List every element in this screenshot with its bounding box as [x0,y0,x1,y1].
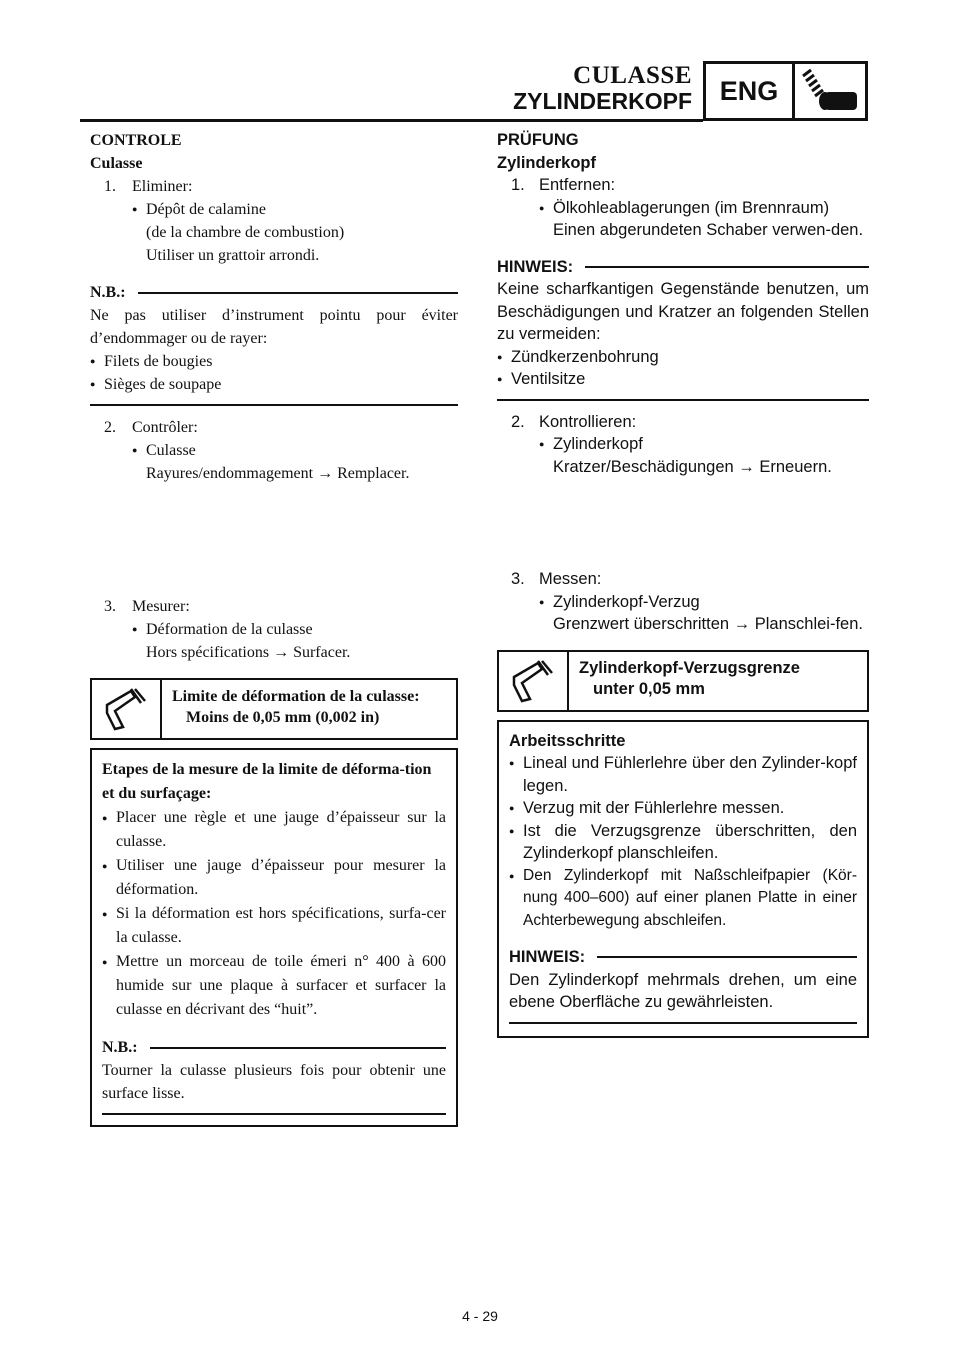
fr-note-1-title: N.B.: [90,284,126,301]
fr-step-3-bullet-text: ● Déformation de la culasse [146,621,313,638]
section-badge [703,61,868,121]
fr-step-1-num: 1. [104,178,116,195]
de-step-3-bullet-text: ● Zylinderkopf-Verzug [553,592,700,611]
fr-step-1 [90,175,458,198]
de-step-1-bullet [497,197,869,220]
de-proc-note [509,946,857,1024]
de-note-1-text: Keine scharfkantigen Gegenstände benutzen, um Beschädigungen und Kratzer an folgenden Stellen zu vermeiden: [497,280,869,343]
de-procedure-box [497,720,869,1038]
de-step-3-label: Messen: [539,570,602,588]
de-step-2-line2: Kratzer/Beschädigungen → Erneuern. [553,457,832,476]
fr-step-3-num: 3. [104,598,116,615]
page-number: 4 - 29 [462,1308,498,1324]
de-step-2-bullet-text: ● Zylinderkopf [553,435,643,453]
fr-spec-line2: Moins de 0,05 mm (0,002 in) [186,709,380,726]
de-spec-line1: Zylinderkopf-Verzugsgrenze [579,658,800,677]
de-spec-box [497,650,869,712]
de-heading: PRÜFUNG [497,131,579,149]
de-note-1 [497,256,869,401]
de-step-2-label: Kontrollieren: [539,412,637,431]
fr-proc-item: ● Placer une règle et une jauge d’épaisseur sur la culasse. [102,806,446,854]
caliper-icon [499,652,569,710]
fr-note-1-item: ● Sièges de soupape [90,373,458,396]
de-step-1-bullet-text: ● Ölkohleablagerungen (im Brennraum) [553,198,830,217]
de-step-3-line2: Grenzwert überschritten → Planschlei-fen. [553,615,863,633]
fr-step-2-line2: Rayures/endommagement → Remplacer. [146,465,410,482]
fr-note-1 [90,281,458,406]
header-title-fr: CULASSE [573,62,692,89]
caliper-icon [92,680,162,738]
de-note-1-item: ● Zündkerzenbohrung [497,346,869,369]
fr-step-1-label: Eliminer: [132,178,193,195]
fr-spec-box [90,678,458,740]
fr-step-2-bullet [90,439,458,462]
fr-step-1-bullet [90,198,458,221]
fr-heading: CONTROLE [90,132,182,149]
fr-proc-note [102,1036,446,1115]
fr-proc-item: ● Utiliser une jauge d’épaisseur pour mesurer la déformation. [102,854,446,902]
de-proc-item: ● Verzug mit der Fühlerlehre messen. [509,797,857,820]
de-note-1-item: ● Ventilsitze [497,368,869,391]
de-step-3 [497,568,869,591]
section-badge-label: ENG [706,64,795,118]
de-note-1-title: HINWEIS: [497,257,574,276]
fr-spec-line1: Limite de déformation de la culasse: [172,688,420,705]
column-french [90,129,458,1127]
fr-proc-item: ● Mettre un morceau de toile émeri n° 400 à 600 humide sur une plaque à surfacer et surfacer la culasse en décrivant des “huit”. [102,950,446,1022]
fr-step-2-num: 2. [104,419,116,436]
de-step-3-bullet [497,591,869,614]
de-proc-item: ● Den Zylinderkopf mit Naßschleifpapier (Kör-nung 400–600) auf einer planen Platte in einer Achterbewegung abschleifen. [509,865,857,933]
fr-step-1-bullet-text: ● Dépôt de calamine [146,201,266,218]
de-step-1-line2: Einen abgerundeten Schaber verwen-den. [553,221,864,239]
fr-step-3-label: Mesurer: [132,598,190,615]
de-proc-note-text: Den Zylinderkopf mehrmals drehen, um eine ebene Oberfläche zu gewährleisten. [509,970,857,1011]
de-step-3-num: 3. [511,570,525,588]
fr-subheading: Culasse [90,155,143,172]
fr-note-1-text: Ne pas utiliser d’instrument pointu pour éviter d’endommager ou de rayer: [90,307,458,347]
fr-procedure-box [90,748,458,1127]
de-step-1-label: Entfernen: [539,176,616,194]
de-step-1-num: 1. [511,176,525,194]
de-proc-note-title: HINWEIS: [509,948,586,966]
fr-step-3-bullet [90,618,458,641]
de-step-2-bullet [497,433,869,456]
fr-step-1-line2: (de la chambre de combustion) [146,224,345,241]
engine-spring-icon [795,64,865,118]
fr-proc-note-title: N.B.: [102,1039,138,1056]
de-proc-title: Arbeitsschritte [509,731,626,750]
de-proc-item: ● Lineal und Fühlerlehre über den Zylinder-kopf legen. [509,752,857,797]
header-rule [80,119,703,122]
de-step-1 [497,174,869,197]
fr-note-1-item: ● Filets de bougies [90,350,458,373]
de-step-2-num: 2. [511,412,525,431]
fr-step-2-label: Contrôler: [132,419,198,436]
de-subheading: Zylinderkopf [497,153,597,172]
fr-proc-note-text: Tourner la culasse plusieurs fois pour obtenir une surface lisse. [102,1062,446,1102]
fr-step-1-line3: Utiliser un grattoir arrondi. [146,247,320,264]
de-spec-line2: unter 0,05 mm [593,679,705,698]
fr-step-2 [90,416,458,439]
column-german [497,129,869,1038]
fr-proc-title: Etapes de la mesure de la limite de déforma-tion et du surfaçage: [102,761,432,802]
de-proc-item: ● Ist die Verzugsgrenze überschritten, den Zylinderkopf planschleifen. [509,820,857,865]
fr-step-2-bullet-text: ● Culasse [146,442,196,459]
de-step-2 [497,411,869,434]
fr-proc-item: ● Si la déformation est hors spécifications, surfa-cer la culasse. [102,902,446,950]
fr-step-3 [90,595,458,618]
fr-step-3-line2: Hors spécifications → Surfacer. [146,644,351,661]
header-title-de: ZYLINDERKOPF [513,88,692,114]
